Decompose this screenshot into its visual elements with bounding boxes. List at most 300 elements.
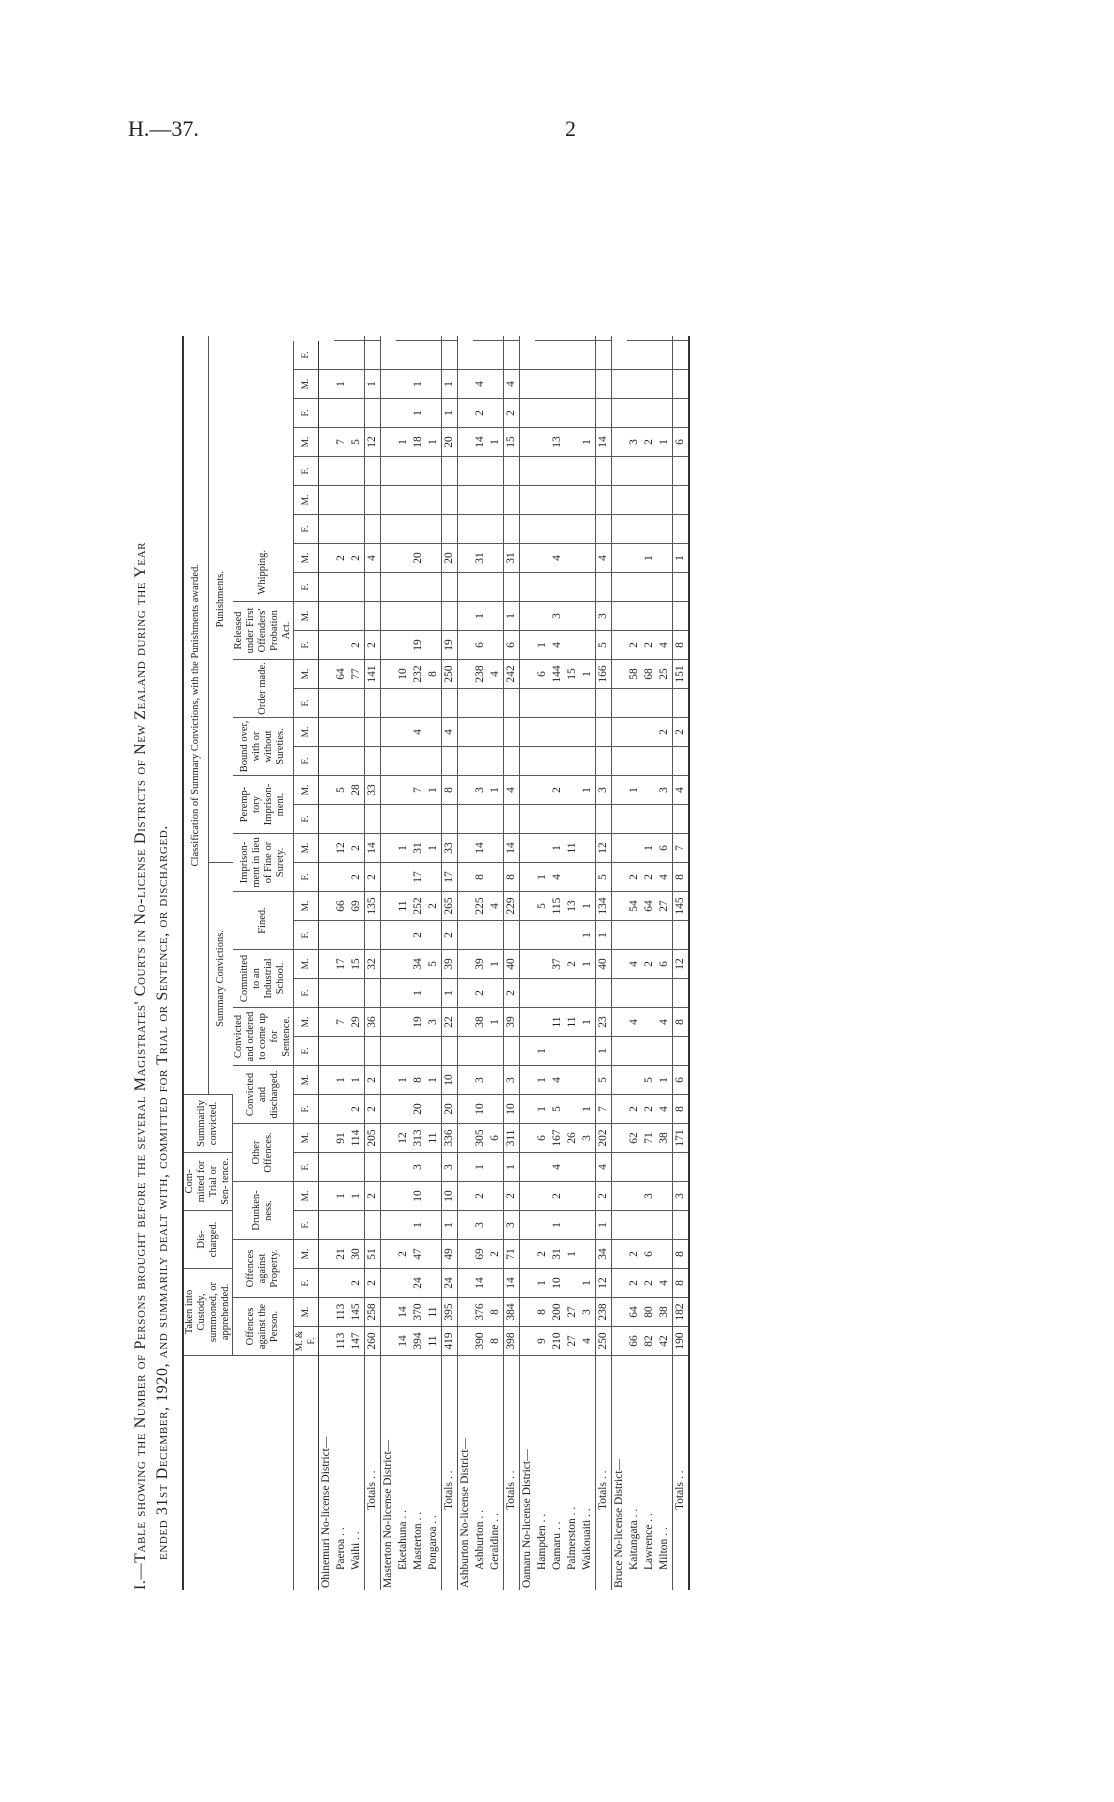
total-cell bbox=[364, 921, 380, 950]
empty-cell bbox=[611, 1182, 627, 1211]
data-cell bbox=[334, 515, 349, 544]
data-cell bbox=[642, 341, 657, 370]
empty-cell bbox=[519, 1327, 535, 1356]
data-cell: 1 bbox=[565, 1240, 580, 1269]
data-cell bbox=[488, 370, 504, 399]
empty-cell bbox=[457, 834, 473, 863]
empty-cell bbox=[380, 428, 396, 457]
subheader-f: F. bbox=[293, 979, 318, 1008]
subheader-f: F. bbox=[293, 747, 318, 776]
data-cell bbox=[627, 573, 642, 602]
empty-cell bbox=[611, 428, 627, 457]
data-cell: 4 bbox=[550, 863, 565, 892]
empty-cell bbox=[457, 979, 473, 1008]
total-cell bbox=[441, 1037, 457, 1066]
data-cell bbox=[396, 863, 411, 892]
total-cell bbox=[441, 573, 457, 602]
total-cell bbox=[595, 805, 611, 834]
empty-cell bbox=[380, 921, 396, 950]
data-cell bbox=[565, 573, 580, 602]
total-cell bbox=[595, 689, 611, 718]
empty-cell bbox=[611, 544, 627, 573]
data-cell bbox=[488, 399, 504, 428]
total-cell: 49 bbox=[441, 1240, 457, 1269]
empty-cell bbox=[457, 1066, 473, 1095]
locality-name: Waihi . . bbox=[349, 1356, 365, 1591]
total-cell bbox=[364, 515, 380, 544]
data-cell bbox=[426, 1095, 442, 1124]
data-cell: 19 bbox=[411, 1008, 426, 1037]
total-cell bbox=[595, 515, 611, 544]
empty-cell bbox=[611, 834, 627, 863]
data-cell bbox=[334, 602, 349, 631]
data-cell bbox=[488, 805, 504, 834]
data-cell bbox=[334, 486, 349, 515]
data-cell bbox=[565, 602, 580, 631]
data-cell bbox=[473, 747, 488, 776]
data-cell bbox=[657, 341, 673, 370]
data-cell: 62 bbox=[627, 1124, 642, 1153]
data-cell bbox=[426, 805, 442, 834]
page-reference: H.—37. bbox=[128, 116, 199, 141]
empty-cell bbox=[519, 1008, 535, 1037]
data-cell: 82 bbox=[642, 1327, 657, 1356]
data-cell: 2 bbox=[349, 631, 365, 660]
empty-cell bbox=[519, 515, 535, 544]
header-come-up: Convicted and ordered to come up for Sentence. bbox=[233, 1008, 294, 1066]
data-cell: 8 bbox=[488, 1327, 504, 1356]
total-cell: 202 bbox=[595, 1124, 611, 1153]
total-cell: 2 bbox=[364, 1269, 380, 1298]
data-cell: 390 bbox=[473, 1327, 488, 1356]
data-cell bbox=[535, 544, 550, 573]
total-cell bbox=[441, 515, 457, 544]
data-cell bbox=[396, 544, 411, 573]
data-cell bbox=[535, 1153, 550, 1182]
data-cell: 4 bbox=[627, 950, 642, 979]
data-cell: 14 bbox=[396, 1298, 411, 1327]
total-cell: 4 bbox=[503, 776, 519, 805]
data-cell: 19 bbox=[411, 631, 426, 660]
data-cell: 1 bbox=[396, 834, 411, 863]
empty-cell bbox=[380, 689, 396, 718]
total-cell: 1 bbox=[595, 1037, 611, 1066]
empty-cell bbox=[380, 341, 396, 370]
empty-cell bbox=[519, 1240, 535, 1269]
empty-cell bbox=[380, 950, 396, 979]
empty-cell bbox=[318, 834, 334, 863]
data-cell: 394 bbox=[411, 1327, 426, 1356]
empty-cell bbox=[318, 1037, 334, 1066]
data-cell: 8 bbox=[473, 863, 488, 892]
data-cell: 14 bbox=[473, 834, 488, 863]
data-cell bbox=[627, 718, 642, 747]
total-cell: 40 bbox=[503, 950, 519, 979]
data-cell: 2 bbox=[411, 921, 426, 950]
total-cell: 14 bbox=[503, 834, 519, 863]
header-whipping: Whipping. bbox=[233, 544, 294, 602]
data-cell bbox=[488, 1037, 504, 1066]
data-cell: 2 bbox=[535, 1240, 550, 1269]
data-cell: 3 bbox=[580, 1124, 596, 1153]
subheader-m: M. bbox=[293, 1124, 318, 1153]
total-cell bbox=[595, 341, 611, 370]
total-cell: 1 bbox=[595, 1211, 611, 1240]
empty-cell bbox=[318, 1269, 334, 1298]
data-cell: 1 bbox=[550, 1211, 565, 1240]
data-cell bbox=[627, 834, 642, 863]
header-peremptory: Peremp- tory Imprison- ment. bbox=[233, 776, 294, 834]
total-cell: 2 bbox=[503, 399, 519, 428]
total-cell: 19 bbox=[441, 631, 457, 660]
data-cell bbox=[550, 979, 565, 1008]
data-cell bbox=[642, 573, 657, 602]
data-cell: 37 bbox=[550, 950, 565, 979]
header-classification: Classification of Summary Convictions, with the Punishments awarded. bbox=[183, 337, 209, 1095]
data-cell bbox=[411, 457, 426, 486]
data-cell bbox=[642, 718, 657, 747]
data-cell: 113 bbox=[334, 1327, 349, 1356]
data-cell bbox=[411, 337, 426, 342]
data-cell bbox=[535, 515, 550, 544]
data-cell bbox=[580, 1211, 596, 1240]
data-cell bbox=[396, 573, 411, 602]
data-cell bbox=[396, 979, 411, 1008]
empty-cell bbox=[318, 1153, 334, 1182]
data-cell bbox=[473, 337, 488, 342]
totals-label: Totals . . bbox=[595, 1356, 611, 1591]
empty-cell bbox=[318, 457, 334, 486]
table-row bbox=[426, 337, 442, 1591]
title-line-2: ended 31st December, 1920, and summarily dealt with, committed for Trial or Sentence, or discharged. bbox=[154, 825, 171, 1560]
empty-cell bbox=[611, 486, 627, 515]
data-cell: 1 bbox=[580, 660, 596, 689]
totals-label: Totals . . bbox=[503, 1356, 519, 1591]
data-cell bbox=[426, 921, 442, 950]
empty-cell bbox=[457, 1327, 473, 1356]
data-cell: 1 bbox=[488, 950, 504, 979]
data-cell bbox=[426, 544, 442, 573]
data-cell bbox=[411, 602, 426, 631]
data-cell: 13 bbox=[565, 892, 580, 921]
data-cell: 2 bbox=[550, 776, 565, 805]
data-cell bbox=[657, 515, 673, 544]
data-cell: 11 bbox=[565, 834, 580, 863]
header-committed: Com- mitted for Trial or Sen- tence. bbox=[183, 1153, 233, 1211]
data-cell bbox=[396, 921, 411, 950]
total-cell bbox=[672, 486, 689, 515]
data-cell bbox=[580, 399, 596, 428]
data-cell bbox=[657, 805, 673, 834]
data-cell bbox=[565, 863, 580, 892]
total-cell: 4 bbox=[364, 544, 380, 573]
data-cell bbox=[657, 486, 673, 515]
totals-row bbox=[503, 337, 519, 1591]
data-cell bbox=[411, 341, 426, 370]
locality-name: Masterton . . bbox=[411, 1356, 426, 1591]
total-cell: 1 bbox=[503, 602, 519, 631]
data-cell bbox=[565, 1153, 580, 1182]
total-cell: 250 bbox=[595, 1327, 611, 1356]
empty-cell bbox=[611, 1269, 627, 1298]
empty-cell bbox=[318, 428, 334, 457]
total-cell: 2 bbox=[364, 1182, 380, 1211]
empty-cell bbox=[380, 718, 396, 747]
empty-cell bbox=[380, 486, 396, 515]
data-cell: 28 bbox=[349, 776, 365, 805]
data-cell: 1 bbox=[535, 1095, 550, 1124]
total-cell: 7 bbox=[672, 834, 689, 863]
data-cell: 1 bbox=[535, 1066, 550, 1095]
data-cell bbox=[565, 1182, 580, 1211]
page-number: 2 bbox=[565, 116, 576, 141]
total-cell bbox=[441, 337, 457, 342]
empty-cell bbox=[318, 573, 334, 602]
empty-cell bbox=[318, 979, 334, 1008]
data-cell bbox=[396, 370, 411, 399]
locality-name: Pongaroa . . bbox=[426, 1356, 442, 1591]
header-property: Offences against Property. bbox=[233, 1240, 294, 1298]
data-cell bbox=[580, 689, 596, 718]
header-industrial: Committed to an Industrial School. bbox=[233, 950, 294, 1008]
data-cell bbox=[565, 457, 580, 486]
data-cell bbox=[642, 486, 657, 515]
empty-cell bbox=[519, 544, 535, 573]
data-cell bbox=[334, 863, 349, 892]
data-cell: 1 bbox=[580, 1008, 596, 1037]
data-cell bbox=[426, 337, 442, 342]
empty-cell bbox=[519, 863, 535, 892]
empty-cell bbox=[611, 1066, 627, 1095]
data-cell: 1 bbox=[488, 1008, 504, 1037]
subheader-f: F. bbox=[293, 805, 318, 834]
data-cell bbox=[334, 805, 349, 834]
data-cell bbox=[488, 718, 504, 747]
total-cell: 2 bbox=[364, 863, 380, 892]
data-cell bbox=[550, 399, 565, 428]
header-released: Released under First Offenders' Probation Act. bbox=[233, 602, 294, 660]
totals-label: Totals . . bbox=[672, 1356, 689, 1591]
data-cell bbox=[565, 921, 580, 950]
data-cell: 2 bbox=[349, 544, 365, 573]
data-cell bbox=[334, 341, 349, 370]
total-cell: 1 bbox=[503, 1153, 519, 1182]
data-cell: 225 bbox=[473, 892, 488, 921]
total-cell: 311 bbox=[503, 1124, 519, 1153]
data-cell bbox=[396, 1182, 411, 1211]
data-cell: 232 bbox=[411, 660, 426, 689]
data-cell bbox=[349, 1153, 365, 1182]
data-cell bbox=[535, 1211, 550, 1240]
empty-cell bbox=[318, 1327, 334, 1356]
data-cell bbox=[535, 718, 550, 747]
data-cell bbox=[334, 689, 349, 718]
empty-cell bbox=[519, 689, 535, 718]
subheader-m: M. bbox=[293, 602, 318, 631]
data-cell bbox=[657, 544, 673, 573]
total-cell: 33 bbox=[441, 834, 457, 863]
data-cell bbox=[627, 921, 642, 950]
total-cell: 40 bbox=[595, 950, 611, 979]
empty-cell bbox=[318, 921, 334, 950]
table-row bbox=[550, 337, 565, 1591]
subheader-m: M. bbox=[293, 486, 318, 515]
empty-cell bbox=[318, 1124, 334, 1153]
data-cell bbox=[642, 399, 657, 428]
total-cell bbox=[364, 602, 380, 631]
data-cell: 1 bbox=[411, 370, 426, 399]
data-cell bbox=[550, 573, 565, 602]
empty-cell bbox=[318, 747, 334, 776]
empty-cell bbox=[318, 515, 334, 544]
empty-cell bbox=[457, 805, 473, 834]
total-cell bbox=[503, 515, 519, 544]
data-cell: 2 bbox=[657, 718, 673, 747]
data-cell bbox=[565, 486, 580, 515]
data-cell bbox=[426, 573, 442, 602]
table-row bbox=[349, 337, 365, 1591]
data-cell bbox=[426, 399, 442, 428]
data-cell: 58 bbox=[627, 660, 642, 689]
data-cell bbox=[488, 979, 504, 1008]
total-cell: 32 bbox=[364, 950, 380, 979]
data-cell bbox=[657, 1240, 673, 1269]
data-cell bbox=[580, 718, 596, 747]
total-cell: 395 bbox=[441, 1298, 457, 1327]
data-cell: 11 bbox=[565, 1008, 580, 1037]
data-cell bbox=[488, 515, 504, 544]
header-bound: Bound over, with or without Sureties. bbox=[233, 718, 294, 776]
data-cell bbox=[550, 718, 565, 747]
data-cell: 1 bbox=[580, 892, 596, 921]
total-cell bbox=[364, 341, 380, 370]
empty-cell bbox=[380, 660, 396, 689]
data-cell: 1 bbox=[580, 950, 596, 979]
data-cell bbox=[535, 950, 550, 979]
data-cell: 2 bbox=[349, 863, 365, 892]
total-cell: 141 bbox=[364, 660, 380, 689]
empty-cell bbox=[380, 1153, 396, 1182]
locality-name: Lawrence . . bbox=[642, 1356, 657, 1591]
data-cell bbox=[396, 341, 411, 370]
total-cell bbox=[364, 805, 380, 834]
data-cell: 5 bbox=[426, 950, 442, 979]
data-cell: 5 bbox=[642, 1066, 657, 1095]
data-cell: 238 bbox=[473, 660, 488, 689]
data-cell: 38 bbox=[657, 1298, 673, 1327]
empty-cell bbox=[318, 805, 334, 834]
data-cell bbox=[535, 689, 550, 718]
total-cell: 8 bbox=[672, 1008, 689, 1037]
empty-cell bbox=[519, 1211, 535, 1240]
title-line-1: I.—Table showing the Number of Persons brought before the several Magistrates' Courts in No-license Districts of New Zealand during the Year bbox=[132, 541, 149, 1590]
data-cell: 2 bbox=[473, 979, 488, 1008]
data-cell: 4 bbox=[550, 1066, 565, 1095]
data-cell bbox=[657, 1037, 673, 1066]
data-cell: 1 bbox=[488, 428, 504, 457]
data-cell bbox=[488, 921, 504, 950]
total-cell: 17 bbox=[441, 863, 457, 892]
total-cell: 51 bbox=[364, 1240, 380, 1269]
data-cell: 2 bbox=[349, 834, 365, 863]
data-cell bbox=[657, 921, 673, 950]
total-cell: 2 bbox=[364, 1066, 380, 1095]
total-cell bbox=[364, 1211, 380, 1240]
empty-cell bbox=[611, 1327, 627, 1356]
data-cell: 6 bbox=[535, 660, 550, 689]
subheader-f: F. bbox=[293, 1211, 318, 1240]
empty-cell bbox=[380, 776, 396, 805]
data-cell: 2 bbox=[627, 631, 642, 660]
total-cell bbox=[503, 341, 519, 370]
subheader-f: F. bbox=[293, 921, 318, 950]
data-cell: 1 bbox=[535, 631, 550, 660]
data-cell bbox=[349, 689, 365, 718]
data-cell bbox=[642, 370, 657, 399]
total-cell: 14 bbox=[503, 1269, 519, 1298]
data-cell bbox=[426, 370, 442, 399]
locality-name: Paeroa . . bbox=[334, 1356, 349, 1591]
data-cell bbox=[565, 1211, 580, 1240]
empty-cell bbox=[519, 399, 535, 428]
data-cell bbox=[488, 1269, 504, 1298]
empty-cell bbox=[457, 631, 473, 660]
empty-cell bbox=[611, 341, 627, 370]
data-cell: 2 bbox=[550, 1182, 565, 1211]
total-cell: 1 bbox=[441, 1211, 457, 1240]
data-cell bbox=[580, 544, 596, 573]
total-cell: 10 bbox=[503, 1095, 519, 1124]
data-cell: 4 bbox=[550, 1153, 565, 1182]
data-cell bbox=[411, 486, 426, 515]
empty-cell bbox=[318, 399, 334, 428]
data-cell bbox=[334, 921, 349, 950]
header-fined: Fined. bbox=[233, 892, 294, 950]
total-cell: 4 bbox=[595, 1153, 611, 1182]
data-cell bbox=[488, 689, 504, 718]
table-row bbox=[334, 337, 349, 1591]
data-cell bbox=[657, 573, 673, 602]
data-cell bbox=[580, 1182, 596, 1211]
data-cell: 1 bbox=[396, 428, 411, 457]
data-cell bbox=[334, 1153, 349, 1182]
data-cell: 1 bbox=[411, 1211, 426, 1240]
empty-cell bbox=[519, 776, 535, 805]
empty-cell bbox=[519, 660, 535, 689]
table-row bbox=[396, 337, 411, 1591]
data-cell: 80 bbox=[642, 1298, 657, 1327]
empty-cell bbox=[519, 486, 535, 515]
data-cell bbox=[565, 1066, 580, 1095]
district-row bbox=[519, 337, 535, 1591]
data-cell bbox=[334, 718, 349, 747]
data-cell bbox=[334, 979, 349, 1008]
data-cell: 1 bbox=[642, 544, 657, 573]
data-cell: 1 bbox=[535, 863, 550, 892]
data-cell bbox=[396, 457, 411, 486]
data-cell bbox=[642, 1008, 657, 1037]
empty-cell bbox=[380, 863, 396, 892]
data-cell bbox=[642, 1153, 657, 1182]
data-cell bbox=[473, 573, 488, 602]
data-cell bbox=[642, 457, 657, 486]
total-cell: 6 bbox=[672, 428, 689, 457]
empty-cell bbox=[457, 776, 473, 805]
data-cell: 6 bbox=[657, 834, 673, 863]
data-cell bbox=[550, 1037, 565, 1066]
header-convicted-discharged: Convicted and discharged. bbox=[233, 1066, 294, 1124]
subheader-f: F. bbox=[293, 1037, 318, 1066]
